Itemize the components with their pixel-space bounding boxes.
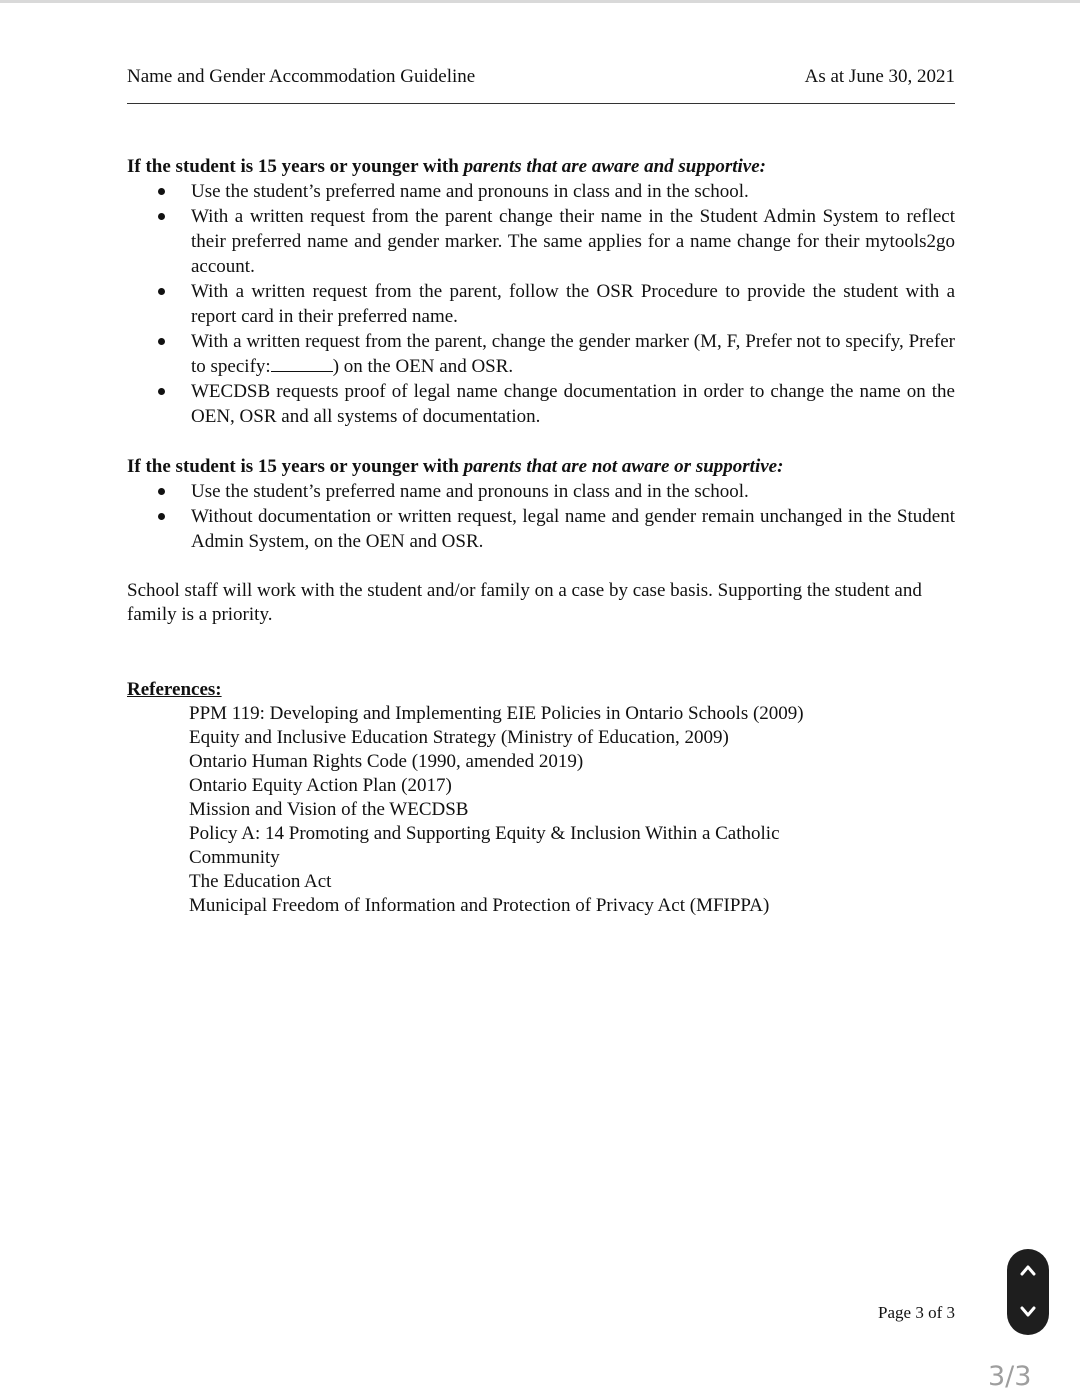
reference-item: Ontario Equity Action Plan (2017) <box>189 775 452 796</box>
page-number: Page 3 of 3 <box>878 1303 955 1322</box>
page-header <box>127 66 955 92</box>
bullet-list <box>127 179 955 429</box>
reference-item: Ontario Human Rights Code (1990, amended 2019) <box>189 751 584 772</box>
viewer-top-border <box>0 0 1080 3</box>
section-heading: If the student is 15 years or younger with parents that are not aware or supportive: <box>127 456 784 477</box>
reference-item: PPM 119: Developing and Implementing EIE Policies in Ontario Schools (2009) <box>189 703 804 724</box>
references-list <box>127 702 869 918</box>
reference-item: The Education Act <box>189 871 332 892</box>
body-paragraph: School staff will work with the student and/or family on a case by case basis. Supporting the student and family is a priority. <box>127 580 922 625</box>
list-item: Use the student’s preferred name and pronouns in class and in the school. <box>127 479 955 504</box>
section-not-aware-supportive <box>127 454 955 554</box>
references-heading: References: <box>127 679 222 700</box>
list-item: With a written request from the parent, change the gender marker (M, F, Prefer not to specify, Prefer to specify: ) on the OEN and OSR. <box>127 329 955 379</box>
reference-item: Mission and Vision of the WECDSB <box>189 799 469 820</box>
reference-item: Equity and Inclusive Education Strategy (Ministry of Education, 2009) <box>189 727 729 748</box>
section-heading: If the student is 15 years or younger with parents that are aware and supportive: <box>127 156 767 177</box>
list-item: With a written request from the parent change their name in the Student Admin System to reflect their preferred name and gender marker. The same applies for a name change for their mytools2go account. <box>127 204 955 279</box>
header-divider <box>127 103 955 104</box>
page-navigation <box>1007 1249 1049 1335</box>
bullet-list <box>127 479 955 554</box>
section-aware-supportive <box>127 154 955 429</box>
references-section <box>127 678 955 918</box>
header-date: As at June 30, 2021 <box>804 66 955 87</box>
page-counter: 3/3 <box>988 1361 1032 1392</box>
next-page-button[interactable] <box>1007 1292 1049 1335</box>
previous-page-button[interactable] <box>1007 1249 1049 1292</box>
list-item: Without documentation or written request, legal name and gender remain unchanged in the Student Admin System, on the OEN and OSR. <box>127 504 955 554</box>
list-item: WECDSB requests proof of legal name change documentation in order to change the name on the OEN, OSR and all systems of documentation. <box>127 379 955 429</box>
header-title: Name and Gender Accommodation Guideline <box>127 66 476 87</box>
list-item: With a written request from the parent, follow the OSR Procedure to provide the student with a report card in their preferred name. <box>127 279 955 329</box>
list-item: Use the student’s preferred name and pronouns in class and in the school. <box>127 179 955 204</box>
reference-item: Municipal Freedom of Information and Protection of Privacy Act (MFIPPA) <box>189 895 770 916</box>
reference-item: Policy A: 14 Promoting and Supporting Equity & Inclusion Within a Catholic Community <box>189 823 780 868</box>
blank-line <box>271 355 333 372</box>
chevron-down-icon <box>1020 1306 1036 1318</box>
chevron-up-icon <box>1020 1264 1036 1276</box>
